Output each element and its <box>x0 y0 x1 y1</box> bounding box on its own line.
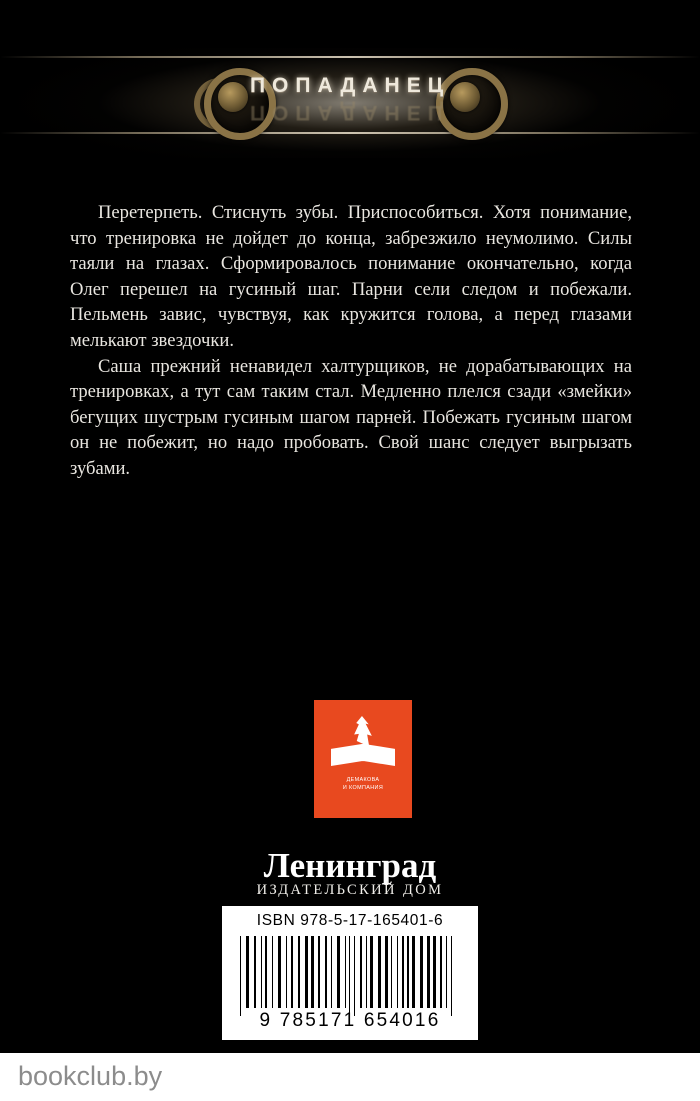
publisher-block <box>0 848 700 899</box>
publisher-logo-caption-line2: И КОМПАНИЯ <box>342 785 384 791</box>
publisher-logo <box>314 700 412 818</box>
watermark-bar <box>0 1053 700 1101</box>
series-label-reflection: ПОПАДАНЕЦ <box>249 101 451 124</box>
blurb-paragraph-1: Перетерпеть. Стиснуть зубы. Приспособиться. Хотя понимание, что тренировка не дойдет до конца, забрезжило неумолимо. Силы таяли на глазах. Сформировалось понимание окончательно, когда Олег перешел на гусиный шаг. Парни сели следом и побежали. Пельмень завис, чувствуя, как кружится голова, а перед глазами мелькают звездочки. <box>70 202 632 351</box>
publisher-subtitle: ИЗДАТЕЛЬСКИЙ ДОМ <box>256 882 444 898</box>
publisher-logo-caption-line1: ДЕМАКОВА <box>346 777 380 783</box>
barcode-block <box>222 906 478 1040</box>
flame-icon <box>350 716 376 748</box>
isbn-text: ISBN 978-5-17-165401-6 <box>256 912 444 929</box>
banner-divider-bottom <box>0 132 700 134</box>
barcode-bars <box>240 936 460 1008</box>
banner-divider-top <box>0 56 700 58</box>
open-book-icon <box>331 744 395 766</box>
series-label: ПОПАДАНЕЦ <box>249 74 451 97</box>
series-banner <box>0 48 700 158</box>
back-cover-blurb <box>70 200 632 482</box>
site-watermark: bookclub.by <box>18 1061 163 1091</box>
blurb-paragraph-2: Саша прежний ненавидел халтурщиков, не дорабатывающих на тренировках, а тут сам таким стал. Медленно плелся сзади «змейки» бегущих шустрым гусиным шагом парней. Побежать гусиным шагом он не побежит, но надо пробовать. Свой шанс следует выгрызать зубами. <box>70 355 632 479</box>
publisher-logo-caption <box>314 776 412 792</box>
publisher-name: Ленинград <box>263 846 437 885</box>
barcode-digits: 9 785171 654016 <box>259 1010 441 1031</box>
